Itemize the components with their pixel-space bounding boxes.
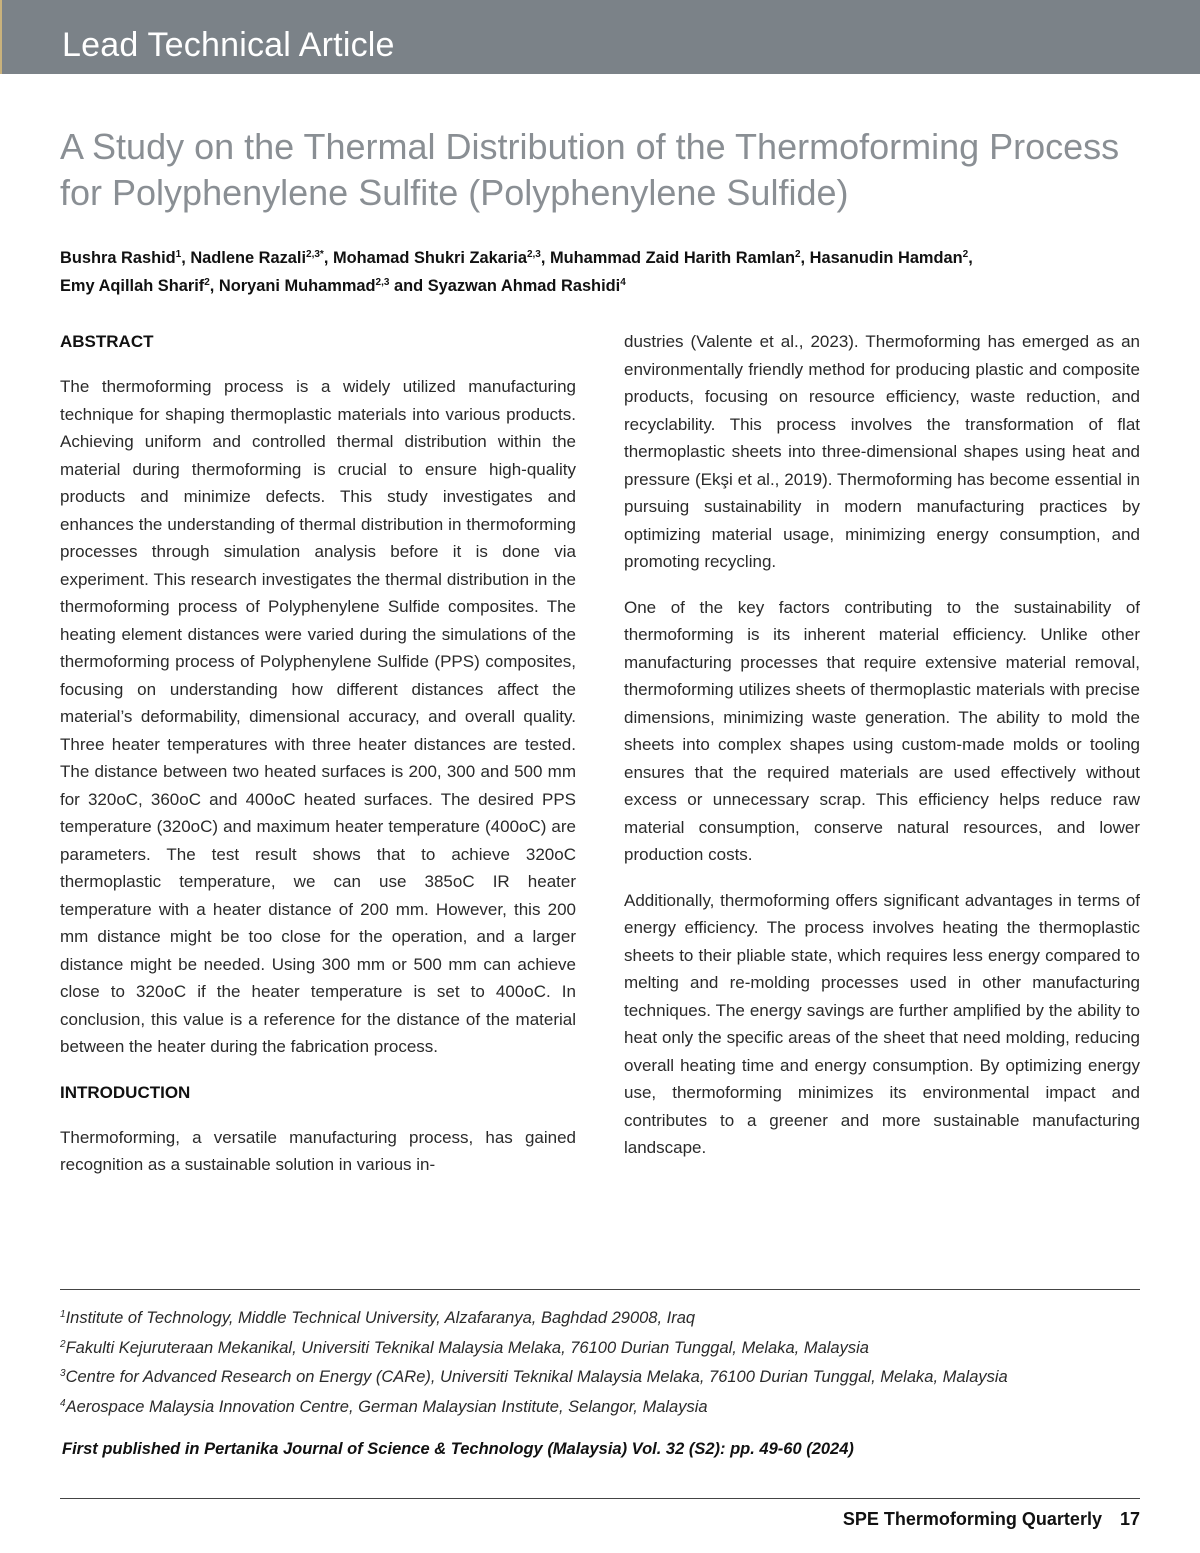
affiliations-list	[60, 1304, 1140, 1422]
author-affiliation-marker: 1	[175, 249, 182, 260]
author-name: Hasanudin Hamdan	[809, 249, 963, 267]
affiliation-marker: 2	[60, 1338, 66, 1350]
affiliation-text: Fakulti Kejuruteraan Mekanikal, Universiti Teknikal Malaysia Melaka, 76100 Durian Tunggal, Melaka, Malaysia	[65, 1338, 869, 1357]
author-name: Mohamad Shukri Zakaria	[332, 249, 527, 267]
right-column	[624, 328, 1140, 1162]
journal-name: SPE Thermoforming Quarterly	[842, 1509, 1102, 1529]
author-separator: ,	[540, 249, 550, 267]
author-affiliation-marker: 2,3	[526, 249, 541, 260]
author-name: Syazwan Ahmad Rashidi	[427, 277, 621, 295]
section-banner	[0, 0, 1200, 74]
author-name: Muhammad Zaid Harith Ramlan	[549, 249, 795, 267]
author-affiliation-marker: 2,3	[375, 277, 390, 288]
left-column	[60, 328, 576, 1179]
affiliation-item	[60, 1393, 1140, 1423]
abstract-heading: ABSTRACT	[60, 332, 154, 351]
author-affiliation-marker: 2,3*	[306, 249, 324, 260]
page-number: 17	[1119, 1509, 1140, 1529]
affiliation-text: Institute of Technology, Middle Technical University, Alzafaranya, Baghdad 29008, Iraq	[65, 1309, 696, 1327]
introduction-paragraph: Additionally, thermoforming offers significant advantages in terms of energy efficiency. The process involves heating the thermoplastic sheets to their pliable state, which requires less energy compared to melting and re-molding processes used in other manufacturing techniques. The energy savings are further amplified by the ability to heat only the specific areas of the sheet that need molding, reducing overall heating time and energy consumption. By optimizing energy use, thermoforming minimizes its environmental impact and contributes to a greener and more sustainable manufacturing landscape.	[624, 890, 1140, 1157]
introduction-paragraph-start: Thermoforming, a versatile manufacturing process, has gained recognition as a sustainable solution in various in-	[60, 1127, 576, 1174]
page-footer	[843, 1506, 1140, 1532]
author-separator: ,	[323, 249, 333, 267]
affiliation-item	[60, 1363, 1140, 1393]
affiliation-item	[60, 1304, 1140, 1334]
introduction-paragraph-continued: dustries (Valente et al., 2023). Thermoforming has emerged as an environmentally friendly method for producing plastic and composite products, focusing on resource efficiency, waste reduction, and recyclability. This process involves the transformation of flat thermoplastic sheets into three-dimensional shapes using heat and pressure (Ekşi et al., 2019). Thermoforming has become essential in pursuing sustainability in modern manufacturing practices by optimizing material usage, minimizing energy consumption, and promoting recycling.	[624, 332, 1140, 571]
author-name: Noryani Muhammad	[218, 277, 376, 295]
publication-note: First published in Pertanika Journal of Science & Technology (Malaysia) Vol. 32 (S2): pp. 49-60 (2024)	[62, 1440, 854, 1458]
affiliation-marker: 1	[60, 1309, 66, 1320]
author-separator: ,	[968, 249, 973, 267]
footer-divider	[60, 1498, 1140, 1499]
introduction-paragraph: One of the key factors contributing to the sustainability of thermoforming is its inherent material efficiency. Unlike other manufacturing processes that require extensive material removal, thermoforming utilizes sheets of thermoplastic materials with precise dimensions, minimizing waste generation. The ability to mold the sheets into complex shapes using custom-made molds or tooling ensures that the required materials are used effectively without excess or unnecessary scrap. This efficiency helps reduce raw material consumption, conserve natural resources, and lower production costs.	[624, 597, 1140, 864]
footnote-divider	[60, 1289, 1140, 1290]
author-list	[60, 244, 1150, 300]
abstract-paragraph: The thermoforming process is a widely utilized manufacturing technique for shaping thermoplastic materials into various products. Achieving uniform and controlled thermal distribution within the material during thermoforming is crucial to ensure high-quality products and minimize defects. This study investigates and enhances the understanding of thermal distribution in thermoforming processes through simulation analysis before it is done via experiment. This research investigates the thermal distribution in the thermoforming process of Polyphenylene Sulfide composites. The heating element distances were varied during the simulations of the thermoforming process of Polyphenylene Sulfide (PPS) composites, focusing on understanding how different distances affect the material’s deformability, dimensional accuracy, and overall quality. Three heater temperatures with three heater distances are tested. The distance between two heated surfaces is 200, 300 and 500 mm for 320oC, 360oC and 400oC heated surfaces. The desired PPS temperature (320oC) and maximum heater temperature (400oC) are parameters. The test result shows that to achieve 320oC thermoplastic temperature, we can use 385oC IR heater temperature with a heater distance of 200 mm. However, this 200 mm distance might be too close for the operation, and a larger distance might be needed. Using 300 mm or 500 mm can achieve close to 320oC if the heater temperature is set to 400oC. In conclusion, this value is a reference for the distance of the material between the heater during the fabrication process.	[60, 377, 576, 1056]
affiliation-marker: 4	[60, 1397, 66, 1409]
affiliation-marker: 3	[60, 1368, 66, 1379]
author-separator: ,	[209, 277, 219, 295]
author-affiliation-marker: 4	[620, 277, 626, 288]
affiliation-item	[60, 1334, 1140, 1364]
author-affiliation-marker: 2	[204, 277, 210, 288]
author-affiliation-marker: 2	[962, 249, 969, 260]
section-label: Lead Technical Article	[62, 26, 395, 64]
author-name: Emy Aqillah Sharif	[60, 277, 205, 295]
affiliation-text: Aerospace Malaysia Innovation Centre, German Malaysian Institute, Selangor, Malaysia	[65, 1397, 708, 1416]
introduction-heading: INTRODUCTION	[60, 1082, 191, 1102]
author-separator: ,	[181, 249, 191, 267]
author-separator: and	[389, 277, 428, 295]
author-name: Nadlene Razali	[190, 249, 307, 267]
author-affiliation-marker: 2	[794, 249, 801, 260]
article-title: A Study on the Thermal Distribution of the Thermoforming Process for Polyphenylene Sulfite (Polyphenylene Sulfide)	[60, 126, 1120, 213]
author-name: Bushra Rashid	[60, 249, 176, 267]
author-separator: ,	[800, 249, 810, 267]
affiliation-text: Centre for Advanced Research on Energy (CARe), Universiti Teknikal Malaysia Melaka, 76100 Durian Tunggal, Melaka, Malaysia	[65, 1368, 1008, 1386]
